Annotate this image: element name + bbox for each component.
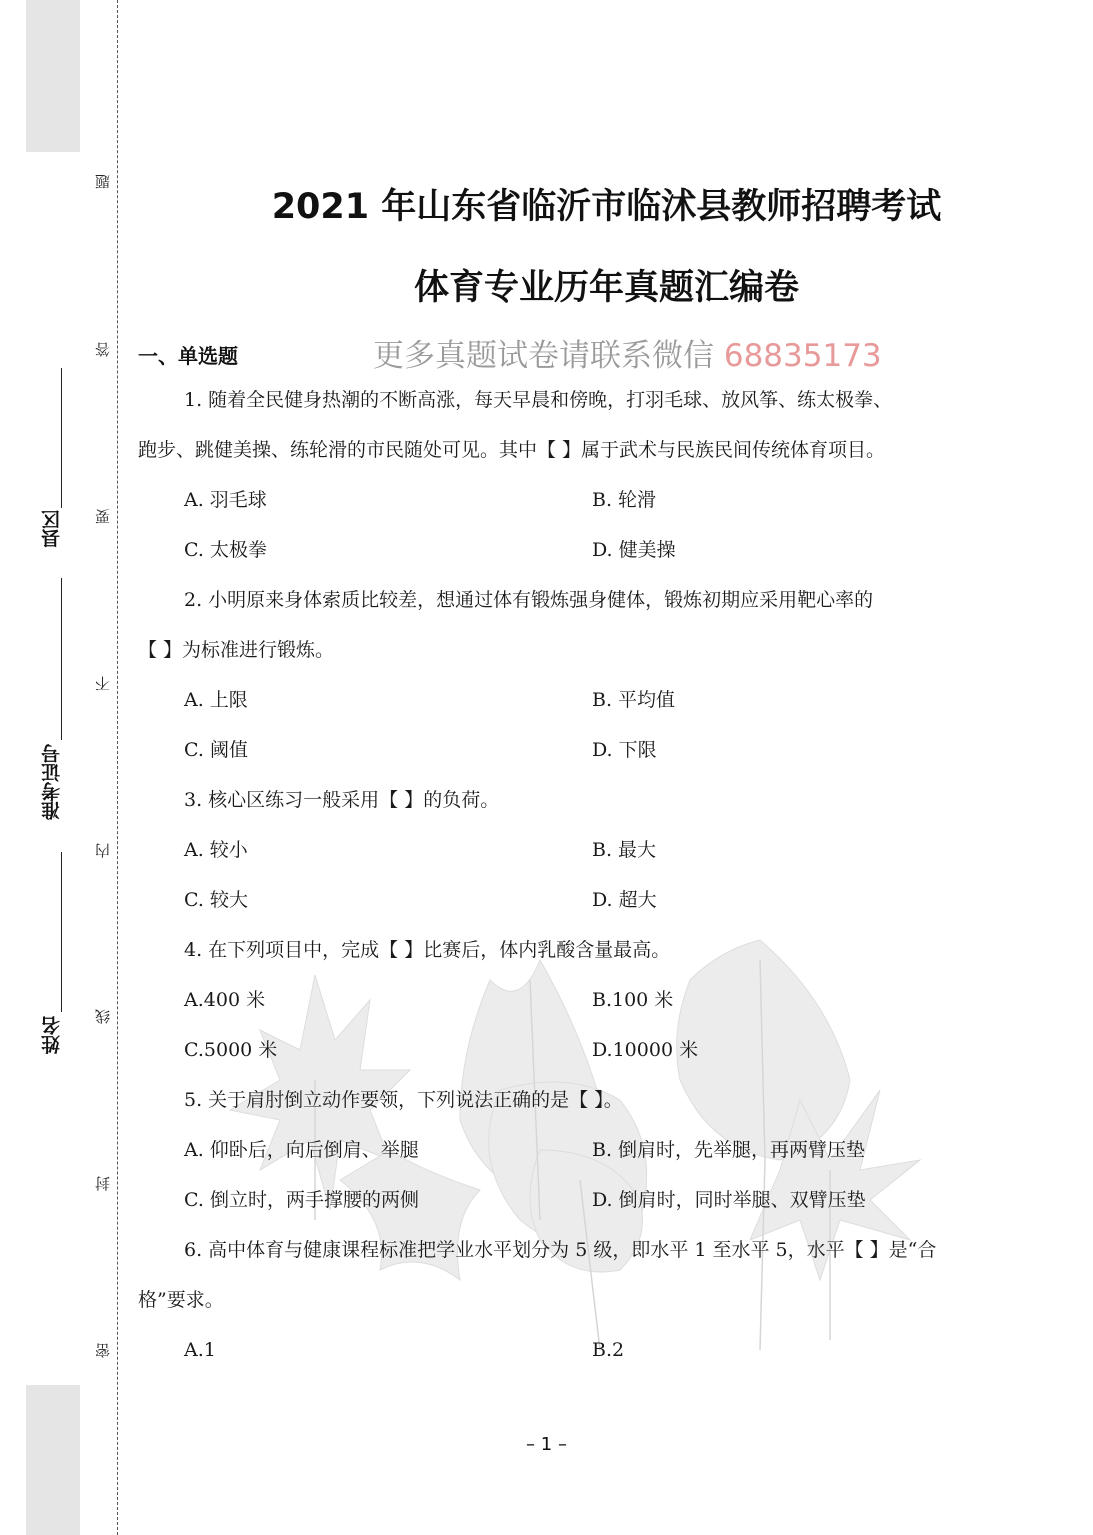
seal-char: 线 (94, 1009, 112, 1024)
option-d: D.10000 米 (592, 1039, 699, 1061)
watermark-text: 更多真题试卷请联系微信 (373, 338, 714, 374)
option-a: A.400 米 (184, 989, 266, 1011)
option-d: D. 下限 (592, 739, 657, 761)
page-title-line2: 体育专业历年真题汇编卷 (413, 268, 799, 308)
question-text: 格”要求。 (138, 1289, 224, 1311)
option-b: B. 倒肩时，先举腿，再两臂压垫 (592, 1139, 866, 1161)
option-c: C. 太极拳 (184, 539, 267, 561)
option-c: C.5000 米 (184, 1039, 278, 1061)
question-text: 4. 在下列项目中，完成【 】比赛后，体内乳酸含量最高。 (184, 939, 671, 961)
binding-strip-bottom (26, 1385, 80, 1535)
option-d: D. 倒肩时，同时举腿、双臂压垫 (592, 1189, 866, 1211)
option-c: C. 较大 (184, 889, 248, 911)
option-b: B. 最大 (592, 839, 657, 861)
seal-char: 题 (94, 174, 112, 189)
option-d: D. 健美操 (592, 539, 676, 561)
option-d: D. 超大 (592, 889, 657, 911)
page-number: – 1 – (526, 1434, 567, 1455)
question-text: 6. 高中体育与健康课程标准把学业水平划分为 5 级，即水平 1 至水平 5，水平【 】是“合 (184, 1239, 937, 1261)
option-b: B. 平均值 (592, 689, 676, 711)
seal-char: 不 (94, 676, 112, 691)
seal-char: 答 (94, 342, 112, 357)
name-field-line (61, 852, 62, 1012)
option-a: A. 上限 (184, 689, 248, 711)
exam-id-field-label: 准考证号 (41, 744, 63, 820)
option-a: A. 羽毛球 (184, 489, 267, 511)
option-a: A. 仰卧后，向后倒肩、举腿 (184, 1139, 419, 1161)
option-b: B. 轮滑 (592, 489, 657, 511)
question-text: 2. 小明原来身体索质比较差，想通过体有锻炼强身健体，锻炼初期应采用靶心率的 (184, 589, 874, 611)
option-c: C. 阈值 (184, 739, 248, 761)
name-field-label: 姓名 (41, 1016, 63, 1054)
question-text: 3. 核心区练习一般采用【 】的负荷。 (184, 789, 500, 811)
section-title: 一、单选题 (138, 344, 238, 368)
county-field-label: 县区 (41, 510, 63, 548)
option-a: A.1 (184, 1339, 216, 1361)
contact-watermark (373, 330, 882, 375)
binding-strip-top (26, 0, 80, 152)
option-c: C. 倒立时，两手撑腰的两侧 (184, 1189, 419, 1211)
exam-id-field-line (61, 578, 62, 740)
seal-char: 密 (94, 1343, 112, 1358)
seal-char: 内 (94, 843, 112, 858)
question-text: 1. 随着全民健身热潮的不断高涨，每天早晨和傍晚，打羽毛球、放风筝、练太极拳、 (184, 389, 893, 411)
option-b: B.100 米 (592, 989, 674, 1011)
question-text: 【 】为标准进行锻炼。 (138, 639, 335, 661)
county-field-line (61, 368, 62, 508)
seal-char: 封 (94, 1176, 112, 1191)
question-text: 跑步、跳健美操、练轮滑的市民随处可见。其中【 】属于武术与民族民间传统体育项目。 (138, 439, 886, 461)
seal-char: 要 (94, 509, 112, 524)
option-a: A. 较小 (184, 839, 248, 861)
option-b: B.2 (592, 1339, 625, 1361)
binding-dashed-line (117, 0, 118, 1535)
page-title-line1: 2021 年山东省临沂市临沭县教师招聘考试 (271, 187, 942, 227)
watermark-number: 68835173 (723, 338, 882, 374)
question-text: 5. 关于肩肘倒立动作要领，下列说法正确的是【 】。 (184, 1089, 623, 1111)
